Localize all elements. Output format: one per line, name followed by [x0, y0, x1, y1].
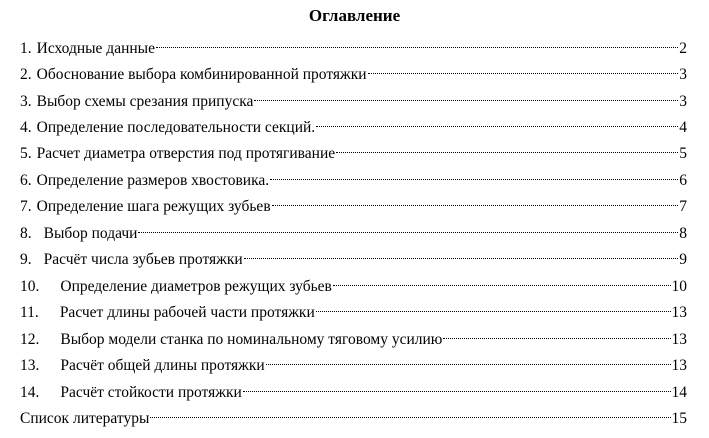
toc-entry-number: 10.: [20, 278, 40, 295]
toc-entry-page: 10: [671, 278, 687, 295]
toc-entry-page: 2: [679, 40, 687, 57]
toc-entry-page: 13: [671, 304, 687, 321]
toc-entry-page: 7: [679, 198, 687, 215]
toc-entry-number: 1.: [20, 40, 32, 57]
toc-entry-text: Определение шага режущих зубьев: [36, 198, 271, 215]
toc-entry-page: 3: [679, 66, 687, 83]
toc-entry-text: Обоснование выбора комбинированной протяжки: [36, 66, 367, 83]
dot-leader: [316, 110, 678, 132]
toc-entry-number: 9.: [20, 251, 32, 268]
toc-title: Оглавление: [308, 6, 401, 25]
dot-leader: [266, 348, 671, 370]
toc-entry[interactable]: [20, 136, 687, 162]
toc-entry-number: 14.: [20, 384, 40, 401]
toc-entry-text: Определение последовательности секций.: [36, 119, 316, 136]
toc-entry-page: 14: [671, 384, 687, 401]
dot-leader: [368, 57, 679, 79]
toc-entry-bibliography[interactable]: [20, 401, 687, 427]
toc-entry-number: 4.: [20, 119, 32, 136]
toc-entry-text: Выбор схемы срезания припуска: [36, 93, 254, 110]
toc-entry-number: 6.: [20, 172, 32, 189]
toc-entry[interactable]: [20, 216, 687, 242]
dot-leader: [254, 84, 678, 106]
dot-leader: [138, 216, 678, 238]
dot-leader: [443, 322, 670, 344]
toc-entry[interactable]: [20, 375, 687, 401]
toc-entry[interactable]: [20, 269, 687, 295]
toc-entry-page: 3: [679, 93, 687, 110]
dot-leader: [150, 401, 670, 423]
toc-entry-page: 6: [679, 172, 687, 189]
toc-entry[interactable]: [20, 163, 687, 189]
toc-entry-number: 2.: [20, 66, 32, 83]
toc-entry-text: Определение размеров хвостовика.: [36, 172, 270, 189]
dot-leader: [244, 242, 679, 264]
toc-entry-page: 13: [671, 331, 687, 348]
toc-entry-page: 4: [679, 119, 687, 136]
toc-entry-page: 13: [671, 357, 687, 374]
toc-entry-text: Определение диаметров режущих зубьев: [60, 278, 332, 295]
toc-entry-number: 12.: [20, 331, 40, 348]
toc-entry[interactable]: [20, 348, 687, 374]
toc-entry[interactable]: [20, 84, 687, 110]
toc-entry-number: 3.: [20, 93, 32, 110]
toc-entry-text: Выбор подачи: [43, 225, 138, 242]
toc-entry[interactable]: [20, 189, 687, 215]
toc-entry[interactable]: [20, 31, 687, 57]
toc-entry-text: Выбор модели станка по номинальному тяговому усилию: [60, 331, 443, 348]
toc-entry-page: 9: [679, 251, 687, 268]
toc-entry-page: 15: [671, 410, 687, 427]
toc-entry-text: Расчёт стойкости протяжки: [60, 384, 242, 401]
dot-leader: [316, 295, 671, 317]
toc-entry[interactable]: [20, 295, 687, 321]
toc-entry-text: Список литературы: [20, 410, 150, 427]
toc-entry-number: 11.: [20, 304, 39, 321]
toc-entry-text: Расчет диаметра отверстия под протягивание: [36, 145, 336, 162]
dot-leader: [156, 31, 678, 53]
toc-entry-number: 13.: [20, 357, 40, 374]
toc-entry-number: 5.: [20, 145, 32, 162]
toc-entry-text: Расчёт общей длины протяжки: [60, 357, 265, 374]
toc-entry[interactable]: [20, 242, 687, 268]
dot-leader: [336, 136, 678, 158]
toc-entry-number: 8.: [20, 225, 32, 242]
dot-leader: [333, 269, 671, 291]
toc-entry-page: 8: [679, 225, 687, 242]
toc-entry-text: Расчёт числа зубьев протяжки: [43, 251, 243, 268]
toc-entry[interactable]: [20, 57, 687, 83]
toc-entry-page: 5: [679, 145, 687, 162]
toc-entry-number: 7.: [20, 198, 32, 215]
toc-entry-text: Исходные данные: [36, 40, 155, 57]
toc-entry[interactable]: [20, 322, 687, 348]
dot-leader: [243, 375, 671, 397]
toc-entry-text: Расчет длины рабочей части протяжки: [59, 304, 315, 321]
toc-entry[interactable]: [20, 110, 687, 136]
dot-leader: [270, 163, 678, 185]
dot-leader: [272, 189, 679, 211]
